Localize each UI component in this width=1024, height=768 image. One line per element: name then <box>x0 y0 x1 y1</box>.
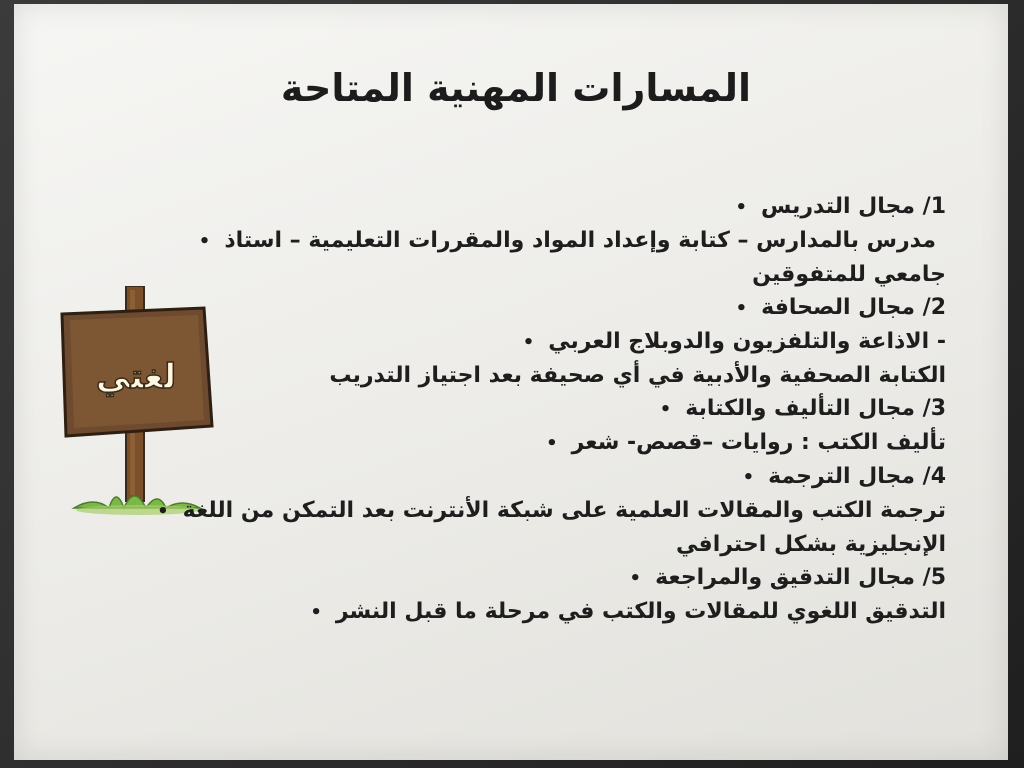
bullet-item <box>46 561 946 595</box>
bullet-item <box>46 325 946 359</box>
bullet-item <box>46 460 946 494</box>
bullet-icon: • <box>310 602 322 623</box>
slide-title: المسارات المهنية المتاحة <box>280 66 752 110</box>
slide-body <box>46 190 946 629</box>
bullet-continuation <box>46 258 946 291</box>
bullet-item <box>46 494 946 528</box>
career-heading-proofreading: 5/ مجال التدقيق والمراجعة <box>655 565 946 590</box>
teaching-details-cont: جامعي للمتفوقين <box>752 262 946 287</box>
bullet-icon: • <box>735 298 748 319</box>
authoring-details: تأليف الكتب : روايات –قصص- شعر <box>571 430 946 455</box>
bullet-icon: • <box>546 433 558 454</box>
bullet-icon: • <box>742 467 755 488</box>
bullet-icon: • <box>659 399 672 420</box>
journalism-details: - الاذاعة والتلفزيون والدوبلاج العربي <box>548 329 946 354</box>
bullet-icon: • <box>198 231 211 252</box>
career-heading-journalism: 2/ مجال الصحافة <box>761 295 946 320</box>
career-heading-authoring: 3/ مجال التأليف والكتابة <box>685 396 946 421</box>
translation-details: ترجمة الكتب والمقالات العلمية على شبكة الأنترنت بعد التمكن من اللغة <box>182 498 946 523</box>
teaching-details: مدرس بالمدارس – كتابة وإعداد المواد والمقررات التعليمية – استاذ <box>224 228 936 253</box>
presentation-slide <box>14 4 1008 760</box>
bullet-item <box>46 392 946 426</box>
bullet-item <box>46 224 946 258</box>
plain-item <box>46 359 946 392</box>
bullet-icon: • <box>522 332 535 353</box>
career-heading-translation: 4/ مجال الترجمة <box>768 464 946 489</box>
journalism-writing: الكتابة الصحفية والأدبية في أي صحيفة بعد اجتياز التدريب <box>329 363 946 388</box>
bullet-item <box>46 291 946 325</box>
proofreading-details: التدقيق اللغوي للمقالات والكتب في مرحلة ما قبل النشر <box>335 599 946 624</box>
bullet-item <box>46 190 946 224</box>
sign-label: لغتي <box>95 357 177 397</box>
translation-details-cont: الإنجليزية بشكل احترافي <box>676 532 946 557</box>
bullet-item <box>46 595 946 629</box>
career-heading-teaching: 1/ مجال التدريس <box>760 194 946 219</box>
bullet-continuation <box>46 528 946 561</box>
bullet-icon: • <box>735 197 747 218</box>
bullet-icon: • <box>629 568 642 589</box>
bullet-icon: • <box>157 501 169 522</box>
bullet-item <box>46 426 946 460</box>
